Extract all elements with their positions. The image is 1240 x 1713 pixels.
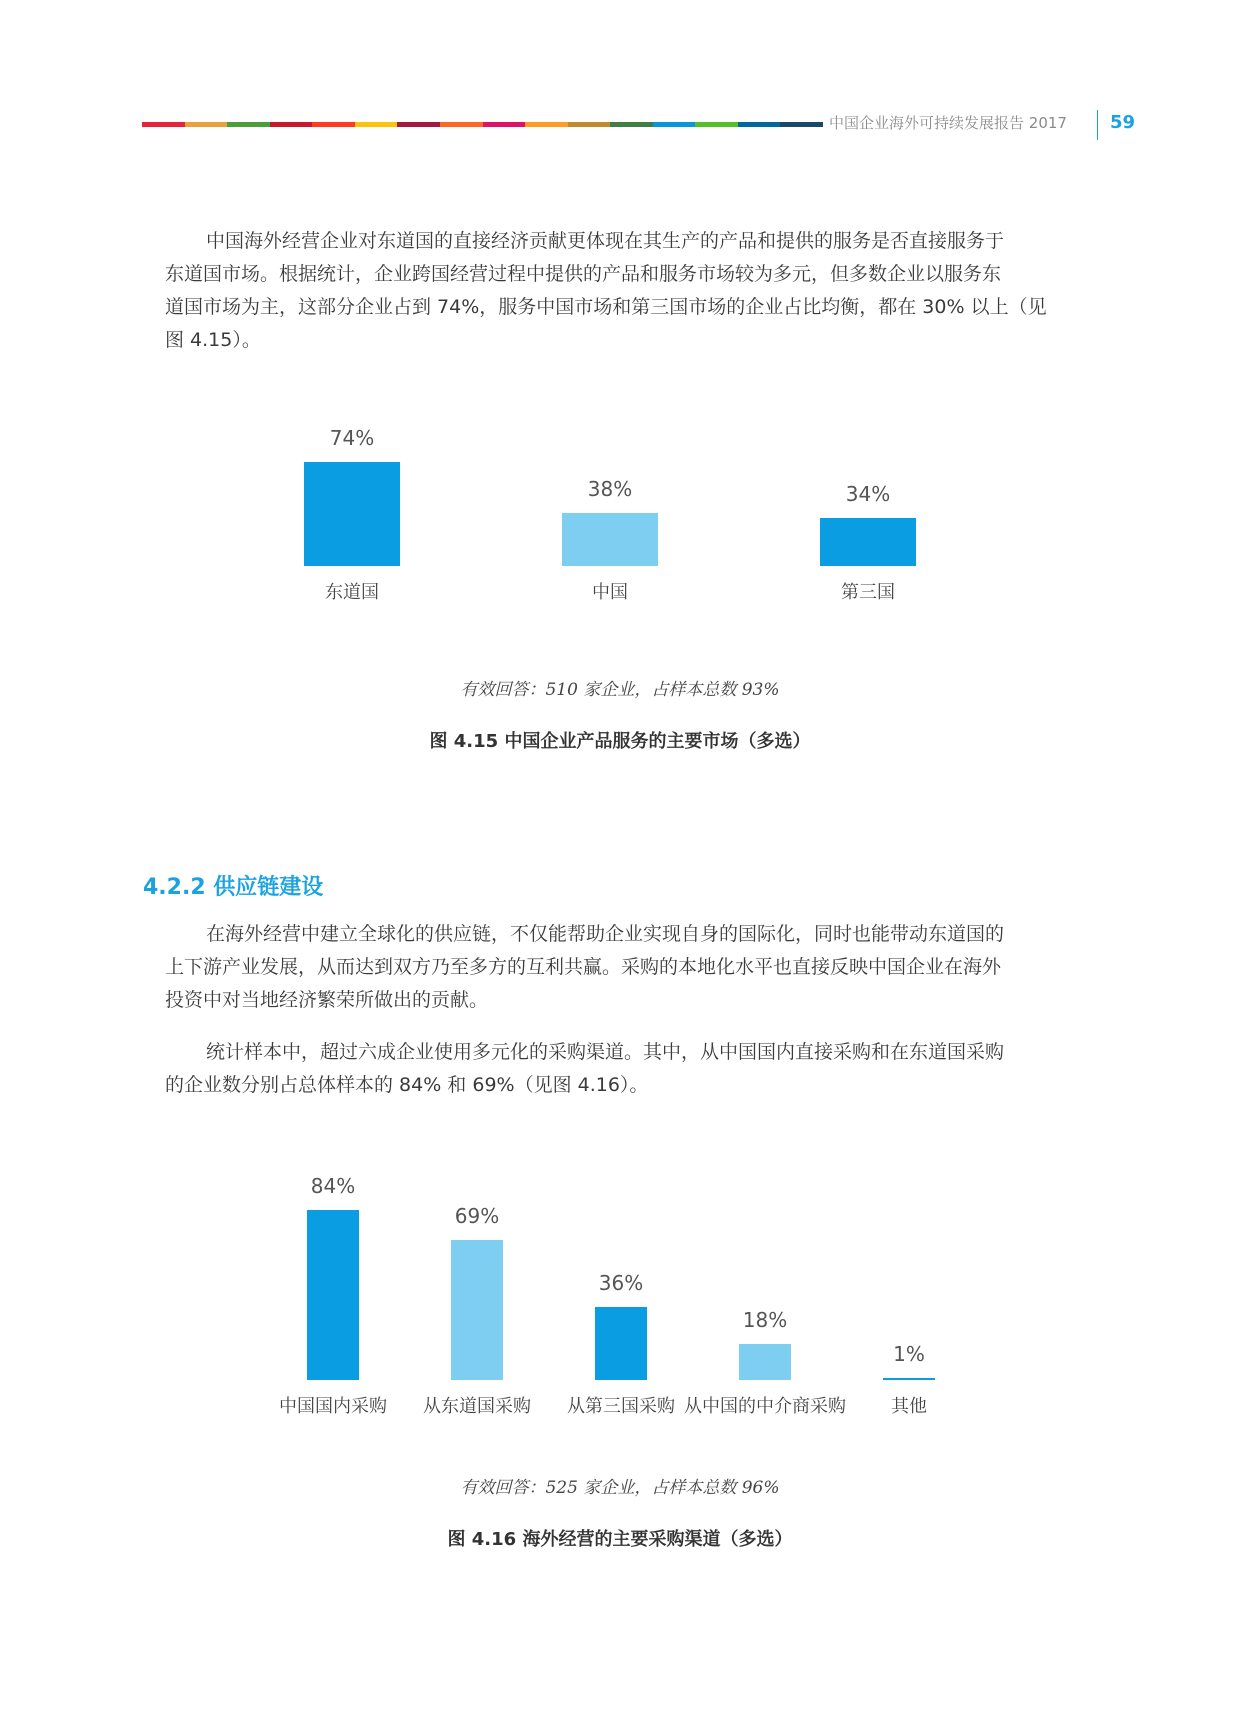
page-number: 59 [1110, 112, 1136, 133]
paragraph-line [165, 1069, 1095, 1102]
bar-value-label: 36% [598, 1271, 644, 1296]
paragraph-line-text: 的企业数分别占总体样本的 84% 和 69%（见图 4.16）。 [165, 1074, 649, 1096]
stripe-segment [142, 122, 185, 127]
stripe-segment [568, 122, 611, 127]
paragraph-line [165, 291, 1095, 324]
procurement-paragraph [165, 1036, 1095, 1102]
chart-bar [820, 518, 916, 566]
stripe-segment [397, 122, 440, 127]
paragraph-line [165, 258, 1095, 291]
category-label: 中国国内采购 [279, 1396, 387, 1417]
stripe-segment [610, 122, 653, 127]
stripe-segment [227, 122, 270, 127]
bar-value-label: 74% [329, 426, 375, 450]
stripe-segment [270, 122, 313, 127]
stripe-segment [525, 122, 568, 127]
chart-bar [562, 513, 658, 566]
category-label: 从东道国采购 [423, 1396, 531, 1417]
chart-bar [304, 462, 400, 566]
figure-caption: 图 4.16 海外经营的主要采购渠道（多选） [447, 1529, 793, 1550]
stripe-segment [483, 122, 526, 127]
stripe-segment [440, 122, 483, 127]
paragraph-line [165, 918, 1095, 951]
chart-bar [883, 1378, 935, 1380]
chart-bar [595, 1307, 647, 1380]
paragraph-line [165, 225, 1095, 258]
category-label: 中国 [592, 582, 628, 603]
stripe-segment [738, 122, 781, 127]
stripe-segment [312, 122, 355, 127]
stripe-segment [780, 122, 823, 127]
paragraph-line-text: 道国市场为主，这部分企业占到 74%，服务中国市场和第三国市场的企业占比均衡，都在 30% 以上（见 [165, 296, 1047, 318]
bar-value-label: 1% [893, 1341, 925, 1366]
category-label: 从第三国采购 [567, 1396, 675, 1417]
stripe-segment [695, 122, 738, 127]
paragraph-line-text: 图 4.15）。 [165, 329, 261, 351]
category-label: 其他 [891, 1396, 927, 1417]
paragraph-line-text: 投资中对当地经济繁荣所做出的贡献。 [165, 989, 489, 1011]
paragraph-line [165, 1036, 1095, 1069]
section-heading: 4.2.2 供应链建设 [143, 875, 324, 900]
paragraph-line-text: 上下游产业发展，从而达到双方乃至多方的互利共赢。采购的本地化水平也直接反映中国企业在海外 [165, 956, 1002, 978]
paragraph-line-text: 统计样本中，超过六成企业使用多元化的采购渠道。其中，从中国国内直接采购和在东道国采购 [206, 1041, 1005, 1063]
stripe-segment [185, 122, 228, 127]
stripe-segment [355, 122, 398, 127]
figure-caption: 图 4.15 中国企业产品服务的主要市场（多选） [429, 731, 811, 752]
paragraph-line [165, 324, 1095, 357]
bar-value-label: 69% [454, 1204, 500, 1229]
chart-bar [307, 1210, 359, 1380]
paragraph-line-text: 中国海外经营企业对东道国的直接经济贡献更体现在其生产的产品和提供的服务是否直接服务于 [206, 230, 1005, 252]
report-title: 中国企业海外可持续发展报告 2017 [829, 114, 1067, 132]
header-color-stripe [142, 122, 823, 127]
bar-value-label: 38% [587, 476, 633, 501]
category-label: 东道国 [325, 582, 379, 603]
bar-value-label: 18% [742, 1307, 788, 1332]
bar-value-label: 34% [845, 482, 891, 507]
paragraph-line [165, 984, 1095, 1017]
paragraph-line [165, 951, 1095, 984]
category-label: 第三国 [841, 582, 895, 603]
category-label: 从中国的中介商采购 [684, 1396, 846, 1417]
stripe-segment [653, 122, 696, 127]
paragraph-line-text: 在海外经营中建立全球化的供应链，不仅能帮助企业实现自身的国际化，同时也能带动东道国的 [206, 923, 1005, 945]
supply-chain-paragraph [165, 918, 1095, 1017]
procurement-bar-chart [270, 1160, 970, 1420]
intro-paragraph [165, 225, 1095, 357]
chart-note: 有效回答：510 家企业，占样本总数 93% [460, 680, 780, 700]
chart-bar [451, 1240, 503, 1380]
chart-bar [739, 1344, 791, 1380]
paragraph-line-text: 东道国市场。根据统计，企业跨国经营过程中提供的产品和服务市场较为多元，但多数企业以服务东 [165, 263, 1002, 285]
chart-note: 有效回答：525 家企业，占样本总数 96% [460, 1478, 780, 1498]
bar-value-label: 84% [310, 1174, 356, 1198]
header-divider [1097, 110, 1098, 140]
market-bar-chart [280, 400, 960, 610]
